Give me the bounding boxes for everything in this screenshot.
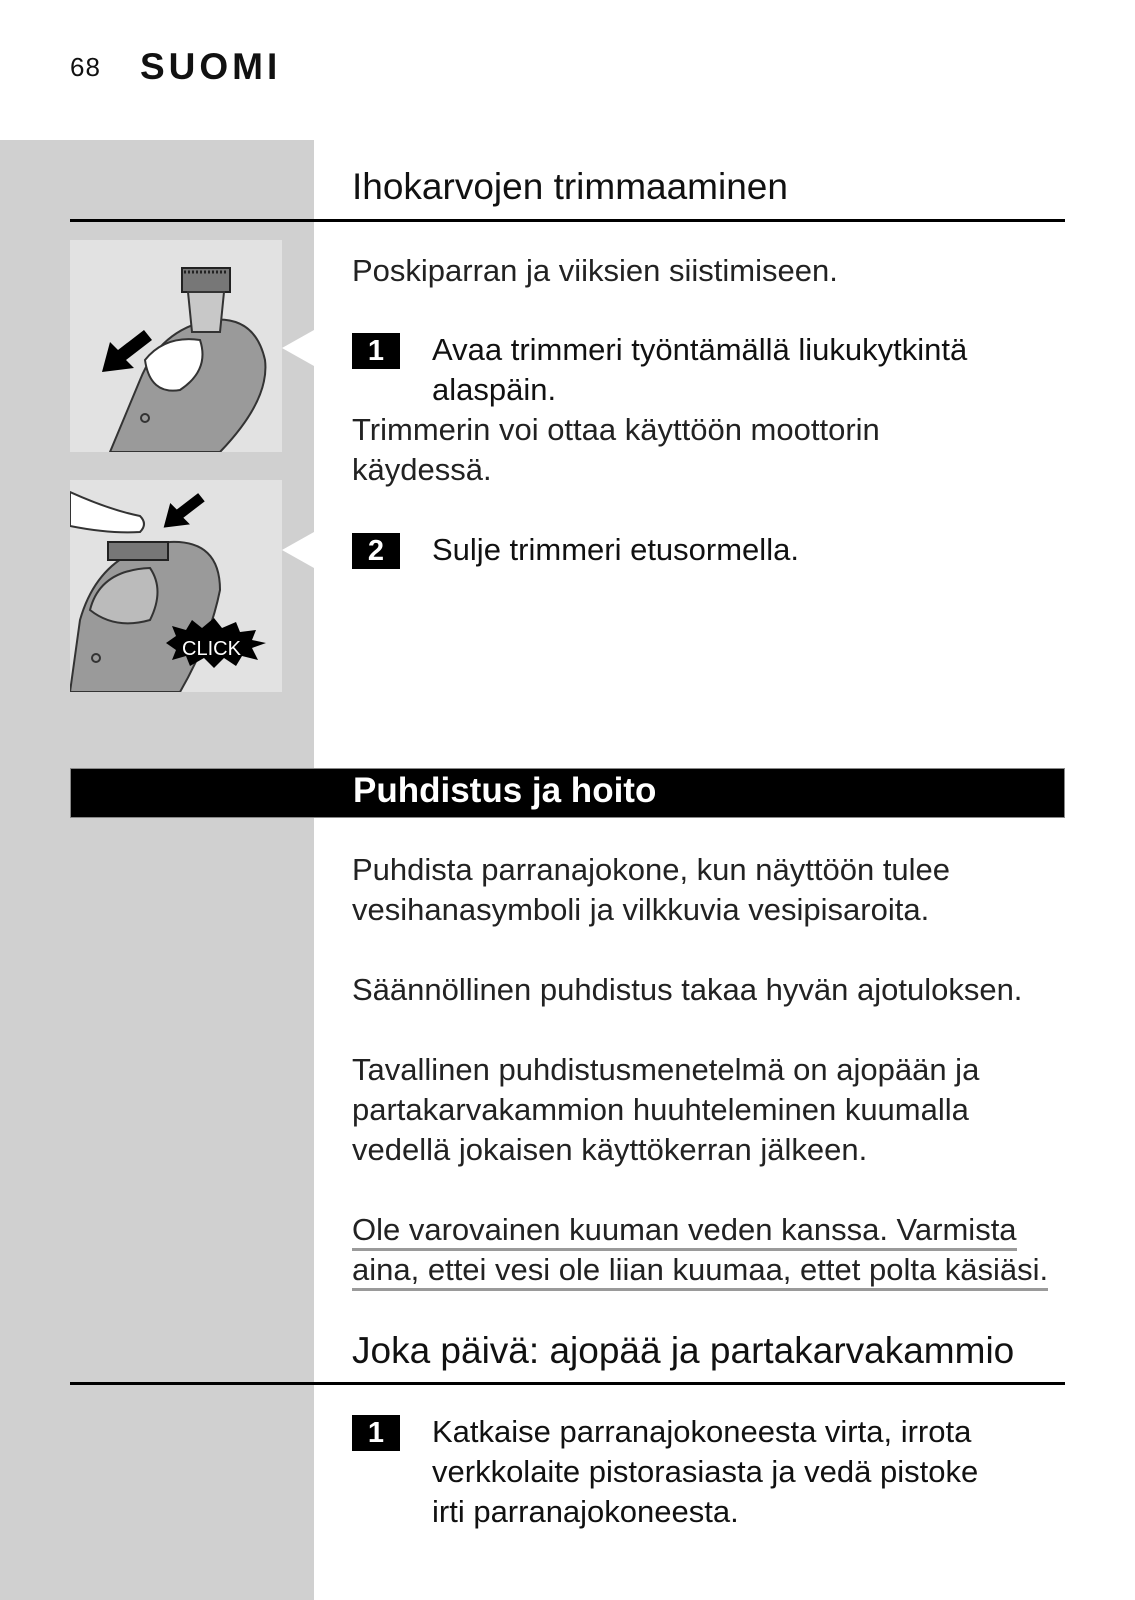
arrow-down-left-icon	[100, 328, 156, 378]
paragraph-1-line-2: vesihanasymboli ja vilkkuvia vesipisaroita.	[352, 892, 930, 927]
section-heading-trimming: Ihokarvojen trimmaaminen	[352, 166, 788, 207]
step-number-1-daily: 1	[352, 1415, 400, 1451]
language-title: SUOMI	[140, 46, 282, 87]
page-number: 68	[70, 52, 101, 82]
heading-rule	[70, 219, 1065, 222]
step-number-2: 2	[352, 533, 400, 569]
note-line-1: Trimmerin voi ottaa käyttöön moottorin	[352, 412, 880, 447]
heading-rule	[70, 1382, 1065, 1385]
daily-step-line-1: Katkaise parranajokoneesta virta, irrota	[432, 1414, 972, 1449]
step-1-line-1: Avaa trimmeri työntämällä liukukytkintä	[432, 332, 968, 367]
step-2-text: Sulje trimmeri etusormella.	[432, 532, 799, 567]
paragraph-1-line-1: Puhdista parranajokone, kun näyttöön tulee	[352, 852, 951, 887]
paragraph-3-line-3: vedellä jokaisen käyttökerran jälkeen.	[352, 1132, 868, 1167]
trimmer-open-illustration	[70, 240, 282, 452]
trimmer-close-illustration	[70, 480, 282, 692]
step-number-1: 1	[352, 333, 400, 369]
daily-step-line-2: verkkolaite pistorasiasta ja vedä pistoke	[432, 1454, 979, 1489]
section-heading-daily: Joka päivä: ajopää ja partakarvakammio	[352, 1330, 1015, 1371]
paragraph-2: Säännöllinen puhdistus takaa hyvän ajotuloksen.	[352, 972, 1023, 1007]
click-label: CLICK	[182, 638, 241, 660]
arrow-down-left-icon	[162, 490, 208, 534]
note-line-2: käydessä.	[352, 452, 492, 487]
pointer-triangle	[282, 330, 314, 366]
pointer-triangle	[282, 532, 314, 568]
intro-text: Poskiparran ja viiksien siistimiseen.	[352, 253, 838, 288]
warning-line-2: aina, ettei vesi ole liian kuumaa, ettet polta käsiäsi.	[352, 1252, 1048, 1291]
warning-line-1: Ole varovainen kuuman veden kanssa. Varmista	[352, 1212, 1017, 1251]
paragraph-3-line-1: Tavallinen puhdistusmenetelmä on ajopään ja	[352, 1052, 980, 1087]
banner-title: Puhdistus ja hoito	[353, 771, 657, 810]
section-banner	[70, 768, 1065, 818]
paragraph-3-line-2: partakarvakammion huuhteleminen kuumalla	[352, 1092, 969, 1127]
step-1-line-2: alaspäin.	[432, 372, 557, 407]
daily-step-line-3: irti parranajokoneesta.	[432, 1494, 739, 1529]
